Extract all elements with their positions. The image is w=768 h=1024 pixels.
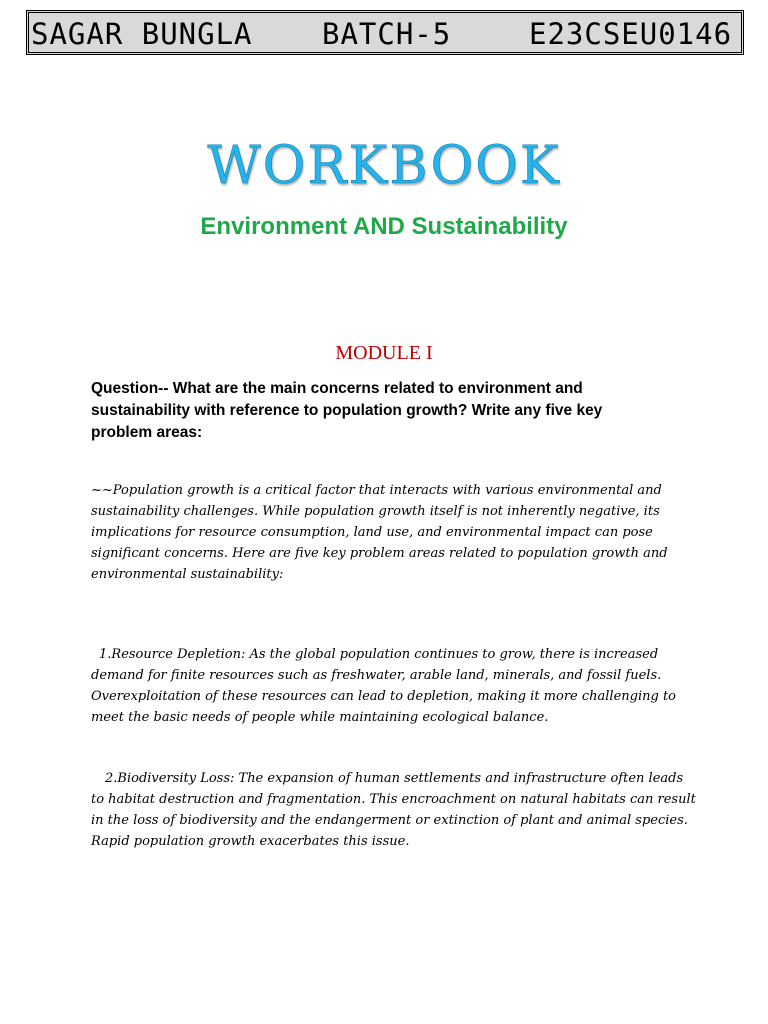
page-title: WORKBOOK — [207, 136, 561, 196]
student-id: E23CSEU0146 — [529, 17, 733, 51]
answer-intro: ~~Population growth is a critical factor that interacts with various environmental and sustainability challenges. While population growth itself is not inherently negative, its implications for resource consumption, land use, and environmental impact can pose significant concerns. Here are five key problem areas related to population growth and environmental sustainability: — [91, 483, 668, 582]
question-text: Question-- What are the main concerns related to environment and sustainability with reference to population growth? Write any five key problem areas: — [91, 380, 603, 441]
page-subtitle: Environment AND Sustainability — [200, 213, 568, 240]
student-name: SAGAR BUNGLA — [31, 17, 253, 51]
header-bar — [26, 10, 744, 55]
answer-point-2: 2.Biodiversity Loss: The expansion of human settlements and infrastructure often leads to habitat destruction and fragmentation. This encroachment on natural habitats can result in the loss of biodiversity and the endangerment or extinction of plant and animal species. Rapid population growth exacerbates this issue. — [91, 771, 696, 849]
answer-point-1: 1.Resource Depletion: As the global population continues to grow, there is increased demand for finite resources such as freshwater, arable land, minerals, and fossil fuels. Overexploitation of these resources can lead to depletion, making it more challenging to meet the basic needs of people while maintaining ecological balance. — [91, 647, 677, 725]
batch-label: BATCH-5 — [322, 17, 452, 51]
module-heading: MODULE I — [335, 342, 433, 364]
